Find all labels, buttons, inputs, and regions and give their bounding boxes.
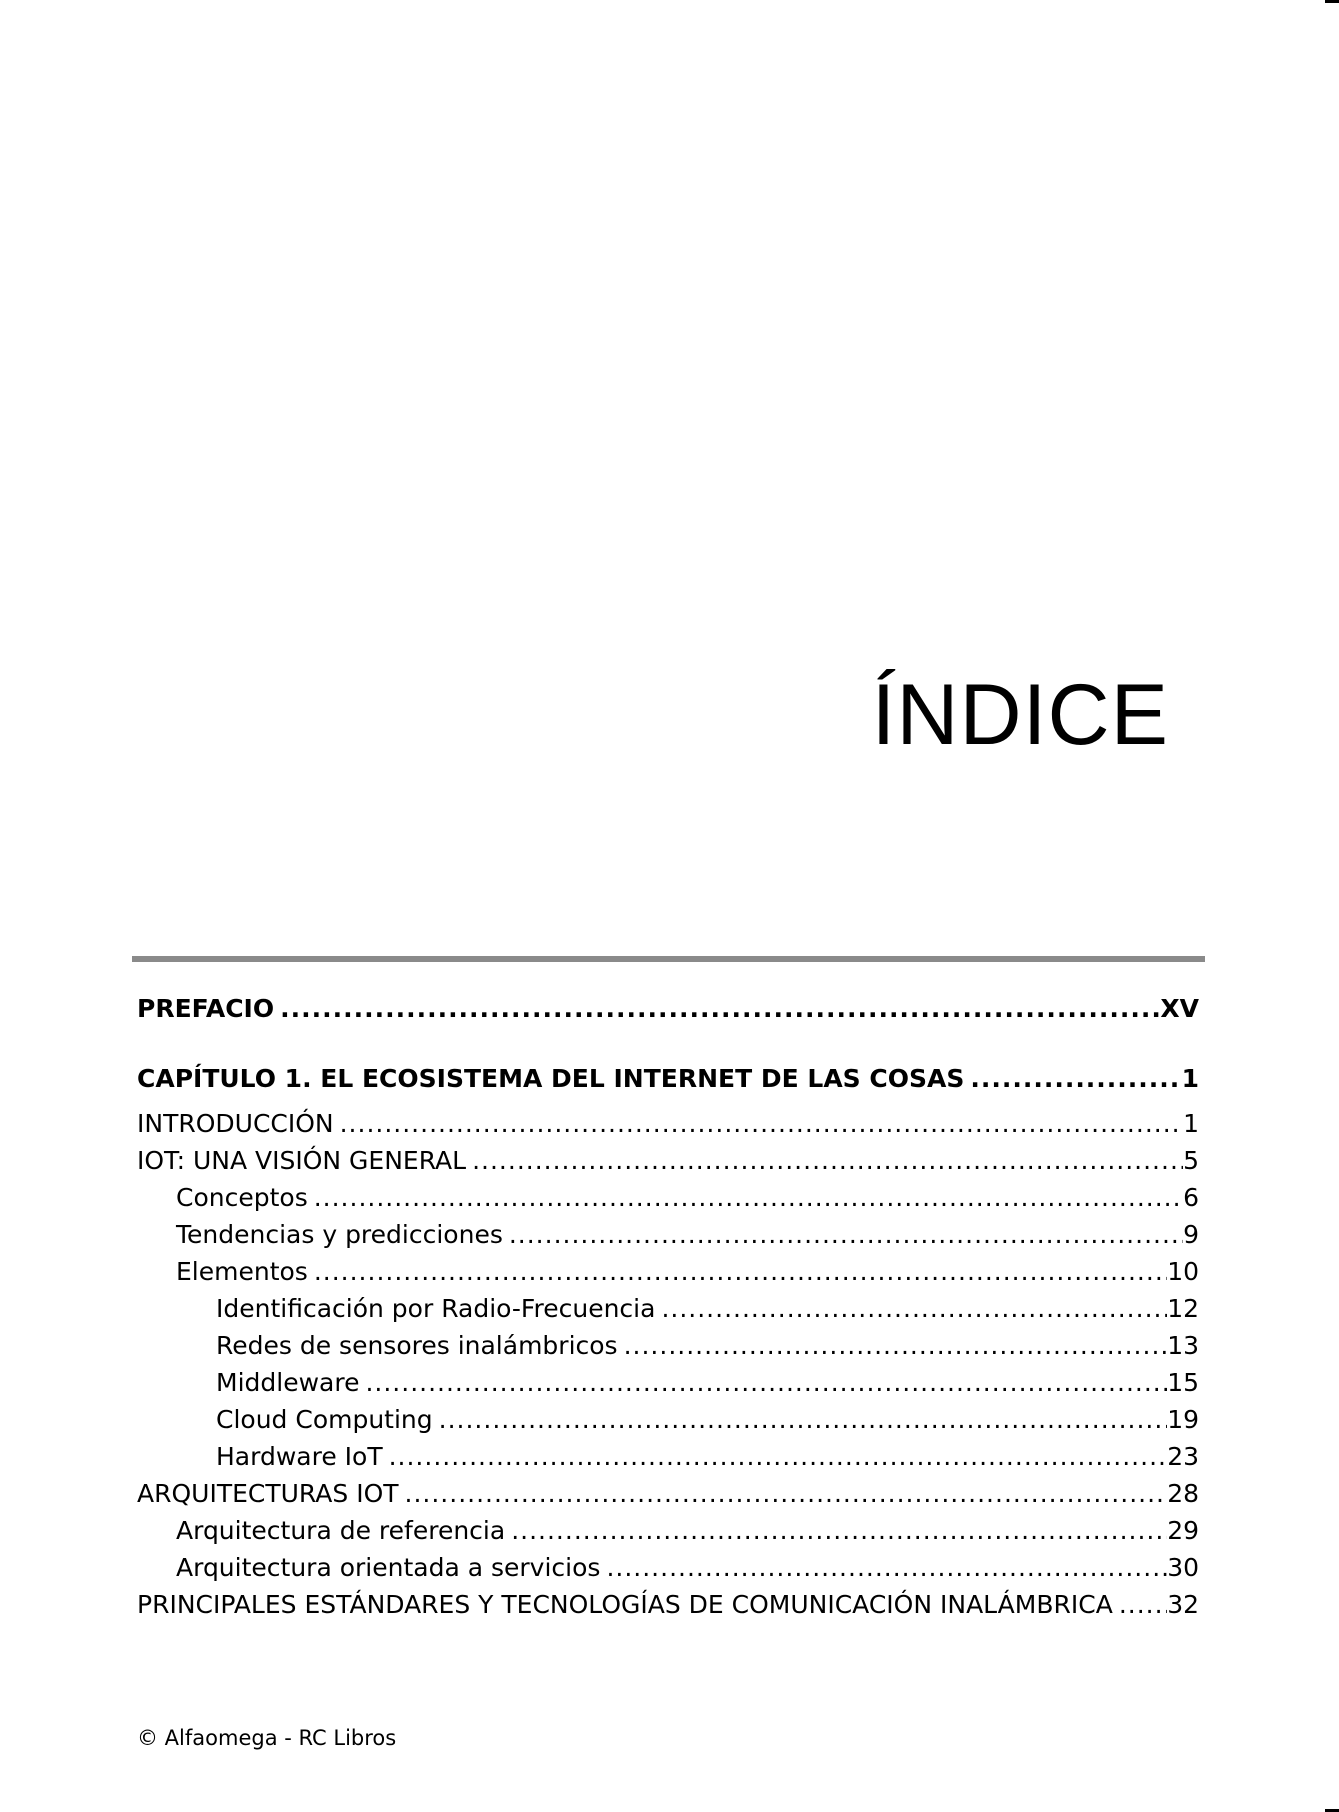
toc-dot-leader — [606, 1549, 1167, 1586]
toc-entry-page: 23 — [1167, 1442, 1199, 1471]
toc-entry-page: 15 — [1167, 1368, 1199, 1397]
toc-entry-elementos[interactable] — [137, 1253, 1199, 1290]
toc-entry-label: IOT: UNA VISIÓN GENERAL — [137, 1146, 467, 1175]
toc-entry-page: 9 — [1183, 1220, 1199, 1249]
toc-entry-page: 13 — [1167, 1331, 1199, 1360]
toc-dot-leader — [280, 990, 1160, 1027]
toc-entry-hardware-iot[interactable] — [137, 1438, 1199, 1475]
page-title: ÍNDICE — [871, 667, 1169, 763]
page-corner-mark-top — [1325, 0, 1339, 3]
toc-entry-label: CAPÍTULO 1. EL ECOSISTEMA DEL INTERNET DE LAS COSAS — [137, 1064, 965, 1093]
toc-entry-label: PREFACIO — [137, 994, 275, 1023]
toc-entry-estandares-tecnologias[interactable] — [137, 1586, 1199, 1623]
toc-entry-page: 29 — [1167, 1516, 1199, 1545]
toc-dot-leader — [509, 1216, 1183, 1253]
toc-entry-page: 1 — [1183, 1109, 1199, 1138]
toc-entry-label: Hardware IoT — [216, 1442, 383, 1471]
toc-entry-label: INTRODUCCIÓN — [137, 1109, 334, 1138]
toc-dot-leader — [389, 1438, 1168, 1475]
table-of-contents — [137, 990, 1199, 1623]
toc-dot-leader — [405, 1475, 1168, 1512]
toc-dot-leader — [624, 1327, 1168, 1364]
toc-entry-page: 6 — [1183, 1183, 1199, 1212]
toc-entry-middleware[interactable] — [137, 1364, 1199, 1401]
toc-entry-arquitecturas-iot[interactable] — [137, 1475, 1199, 1512]
toc-entry-cloud-computing[interactable] — [137, 1401, 1199, 1438]
toc-entry-rfid[interactable] — [137, 1290, 1199, 1327]
toc-entry-page: 10 — [1167, 1257, 1199, 1286]
toc-entry-conceptos[interactable] — [137, 1179, 1199, 1216]
toc-entry-page: 30 — [1167, 1553, 1199, 1582]
toc-entry-redes-sensores[interactable] — [137, 1327, 1199, 1364]
toc-entry-label: Identificación por Radio-Frecuencia — [216, 1294, 656, 1323]
toc-entry-label: Arquitectura orientada a servicios — [176, 1553, 601, 1582]
toc-entry-label: PRINCIPALES ESTÁNDARES Y TECNOLOGÍAS DE COMUNICACIÓN INALÁMBRICA — [137, 1590, 1113, 1619]
toc-entry-label: Cloud Computing — [216, 1405, 433, 1434]
toc-entry-label: Tendencias y predicciones — [176, 1220, 503, 1249]
toc-entry-iot-vision-general[interactable] — [137, 1142, 1199, 1179]
toc-entry-label: Elementos — [176, 1257, 308, 1286]
title-divider — [132, 956, 1205, 962]
toc-entry-page: 28 — [1167, 1479, 1199, 1508]
toc-entry-page: 12 — [1167, 1294, 1199, 1323]
toc-dot-leader — [511, 1512, 1167, 1549]
toc-entry-label: Conceptos — [176, 1183, 308, 1212]
toc-entry-page: 19 — [1167, 1405, 1199, 1434]
toc-entry-label: ARQUITECTURAS IOT — [137, 1479, 399, 1508]
toc-entry-label: Redes de sensores inalámbricos — [216, 1331, 618, 1360]
toc-entry-prefacio[interactable] — [137, 990, 1199, 1027]
toc-dot-leader — [340, 1105, 1183, 1142]
toc-entry-page: XV — [1160, 994, 1199, 1023]
page-footer: © Alfaomega - RC Libros — [137, 1726, 397, 1750]
toc-entry-introduccion[interactable] — [137, 1105, 1199, 1142]
toc-dot-leader — [472, 1142, 1183, 1179]
toc-dot-leader — [661, 1290, 1167, 1327]
toc-entry-page: 1 — [1181, 1064, 1199, 1093]
toc-dot-leader — [365, 1364, 1167, 1401]
toc-entry-arquitectura-referencia[interactable] — [137, 1512, 1199, 1549]
toc-entry-arquitectura-servicios[interactable] — [137, 1549, 1199, 1586]
toc-entry-tendencias[interactable] — [137, 1216, 1199, 1253]
toc-dot-leader — [970, 1060, 1181, 1097]
toc-entry-page: 32 — [1167, 1590, 1199, 1619]
toc-entry-page: 5 — [1183, 1146, 1199, 1175]
toc-entry-chapter-1[interactable] — [137, 1060, 1199, 1097]
toc-dot-leader — [1119, 1586, 1167, 1623]
toc-dot-leader — [439, 1401, 1168, 1438]
toc-dot-leader — [314, 1253, 1167, 1290]
toc-dot-leader — [314, 1179, 1183, 1216]
toc-entry-label: Middleware — [216, 1368, 360, 1397]
toc-entry-label: Arquitectura de referencia — [176, 1516, 506, 1545]
